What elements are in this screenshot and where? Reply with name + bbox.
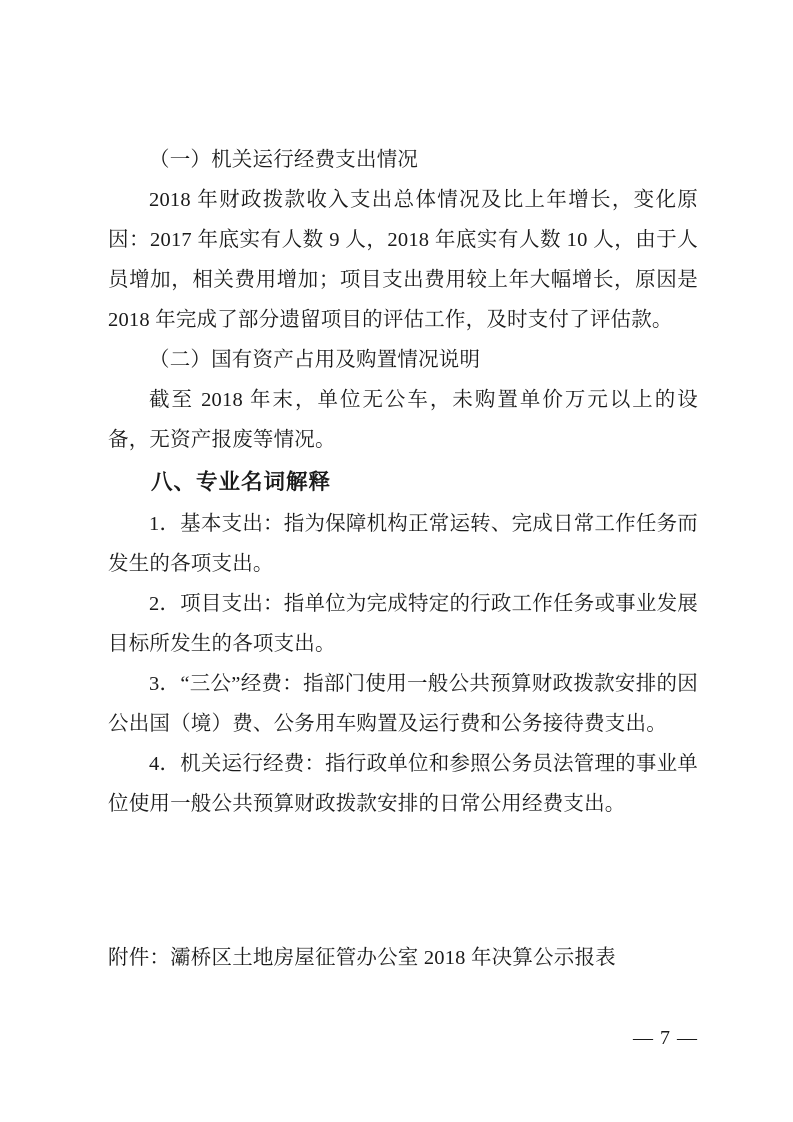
paragraph-2: 2018 年财政拨款收入支出总体情况及比上年增长，变化原因：2017 年底实有人数 9 人，2018 年底实有人数 10 人，由于人员增加，相关费用增加；项目支出费用较上年大幅增长，原因是 2018 年完成了部分遗留项目的评估工作，及时支付了评估款。 [108, 189, 698, 331]
page-number: — 7 — [633, 1027, 698, 1049]
paragraph-4: 截至 2018 年末，单位无公车，未购置单价万元以上的设备，无资产报废等情况。 [108, 389, 698, 451]
definition-item-1: 1．基本支出：指为保障机构正常运转、完成日常工作任务而发生的各项支出。 [108, 513, 698, 575]
paragraph-1: （一）机关运行经费支出情况 [149, 149, 419, 171]
definition-item-4: 4．机关运行经费：指行政单位和参照公务员法管理的事业单位使用一般公共预算财政拨款安排的日常公用经费支出。 [108, 753, 698, 815]
definition-item-3: 3．“三公”经费：指部门使用一般公共预算财政拨款安排的因公出国（境）费、公务用车购置及运行费和公务接待费支出。 [108, 673, 698, 735]
section-heading-eight: 八、专业名词解释 [151, 470, 332, 495]
attachment-line: 附件：灞桥区土地房屋征管办公室 2018 年决算公示报表 [108, 947, 616, 969]
paragraph-3: （二）国有资产占用及购置情况说明 [149, 349, 481, 371]
document-body [108, 140, 698, 976]
definition-item-2: 2．项目支出：指单位为完成特定的行政工作任务或事业发展目标所发生的各项支出。 [108, 593, 698, 655]
